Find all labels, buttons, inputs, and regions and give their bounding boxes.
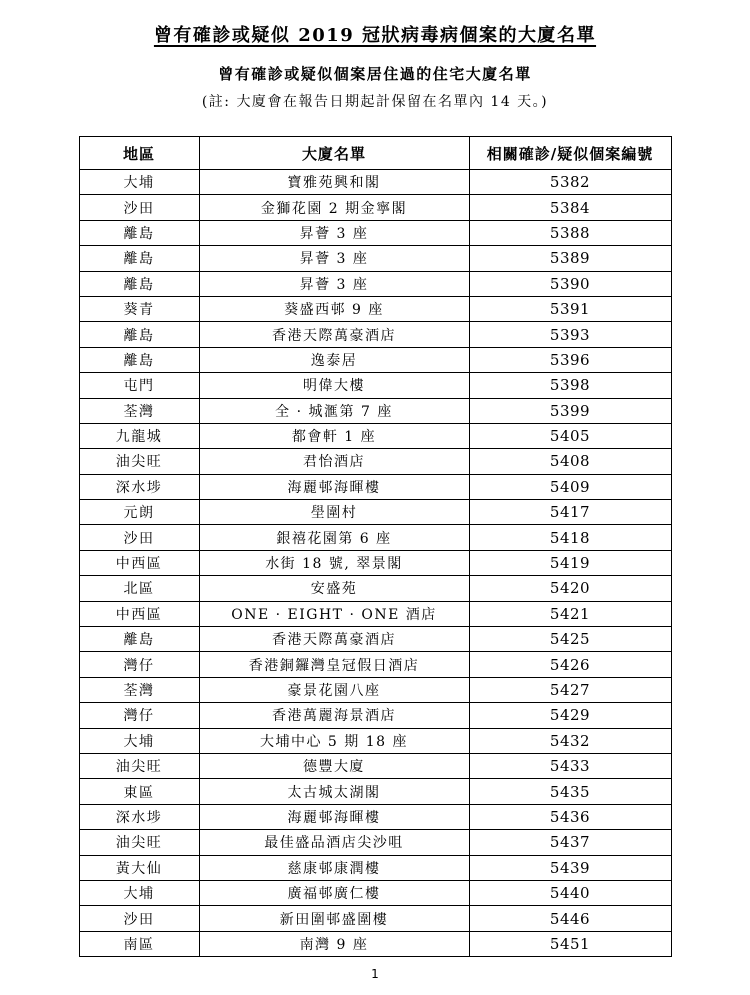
building-cell: 慈康邨康潤樓 bbox=[199, 855, 469, 880]
table-row bbox=[79, 931, 671, 956]
district-cell: 灣仔 bbox=[79, 703, 199, 728]
case-number-cell: 5389 bbox=[469, 246, 671, 271]
building-cell: 昇薈 3 座 bbox=[199, 271, 469, 296]
case-number-cell: 5451 bbox=[469, 931, 671, 956]
table-row bbox=[79, 753, 671, 778]
district-cell: 油尖旺 bbox=[79, 753, 199, 778]
district-cell: 沙田 bbox=[79, 906, 199, 931]
table-row bbox=[79, 398, 671, 423]
district-cell: 葵青 bbox=[79, 296, 199, 321]
district-cell: 大埔 bbox=[79, 170, 199, 195]
building-cell: 明偉大樓 bbox=[199, 373, 469, 398]
building-cell: 新田圍邨盛圍樓 bbox=[199, 906, 469, 931]
case-number-cell: 5427 bbox=[469, 677, 671, 702]
district-cell: 南區 bbox=[79, 931, 199, 956]
building-cell: ONE · EIGHT · ONE 酒店 bbox=[199, 601, 469, 626]
table-row bbox=[79, 601, 671, 626]
table-row bbox=[79, 652, 671, 677]
case-number-cell: 5429 bbox=[469, 703, 671, 728]
table-row bbox=[79, 804, 671, 829]
building-cell: 寶雅苑興和閣 bbox=[199, 170, 469, 195]
case-number-cell: 5408 bbox=[469, 449, 671, 474]
district-cell: 黃大仙 bbox=[79, 855, 199, 880]
building-cell: 壆圍村 bbox=[199, 500, 469, 525]
table-row bbox=[79, 627, 671, 652]
district-cell: 油尖旺 bbox=[79, 449, 199, 474]
building-cell: 都會軒 1 座 bbox=[199, 423, 469, 448]
building-cell: 海麗邨海暉樓 bbox=[199, 804, 469, 829]
building-list-table bbox=[79, 136, 672, 957]
table-row bbox=[79, 550, 671, 575]
table-row bbox=[79, 423, 671, 448]
case-number-cell: 5391 bbox=[469, 296, 671, 321]
table-row bbox=[79, 728, 671, 753]
case-number-cell: 5446 bbox=[469, 906, 671, 931]
district-column-header: 地區 bbox=[79, 137, 199, 170]
case-number-cell: 5425 bbox=[469, 627, 671, 652]
case-number-cell: 5436 bbox=[469, 804, 671, 829]
building-cell: 昇薈 3 座 bbox=[199, 246, 469, 271]
building-cell: 君怡酒店 bbox=[199, 449, 469, 474]
building-cell: 香港天際萬豪酒店 bbox=[199, 322, 469, 347]
district-cell: 荃灣 bbox=[79, 677, 199, 702]
district-cell: 深水埗 bbox=[79, 804, 199, 829]
table-row bbox=[79, 906, 671, 931]
building-cell: 金獅花園 2 期金寧閣 bbox=[199, 195, 469, 220]
district-cell: 深水埗 bbox=[79, 474, 199, 499]
case-number-cell: 5421 bbox=[469, 601, 671, 626]
building-cell: 香港天際萬豪酒店 bbox=[199, 627, 469, 652]
building-cell: 昇薈 3 座 bbox=[199, 220, 469, 245]
district-cell: 元朗 bbox=[79, 500, 199, 525]
table-header-row bbox=[79, 137, 671, 170]
table-row bbox=[79, 271, 671, 296]
district-cell: 沙田 bbox=[79, 195, 199, 220]
case-number-cell: 5409 bbox=[469, 474, 671, 499]
page-title: 曾有確診或疑似 2019 冠狀病毒病個案的大廈名單 bbox=[153, 25, 597, 46]
page-subtitle: 曾有確診或疑似個案居住過的住宅大廈名單 bbox=[218, 65, 532, 83]
district-cell: 九龍城 bbox=[79, 423, 199, 448]
district-cell: 屯門 bbox=[79, 373, 199, 398]
case-number-cell: 5437 bbox=[469, 830, 671, 855]
table-row bbox=[79, 195, 671, 220]
building-cell: 豪景花園八座 bbox=[199, 677, 469, 702]
table-row bbox=[79, 246, 671, 271]
district-cell: 離島 bbox=[79, 347, 199, 372]
case-number-cell: 5426 bbox=[469, 652, 671, 677]
building-cell: 香港銅鑼灣皇冠假日酒店 bbox=[199, 652, 469, 677]
building-cell: 南灣 9 座 bbox=[199, 931, 469, 956]
district-cell: 離島 bbox=[79, 322, 199, 347]
table-row bbox=[79, 830, 671, 855]
table-row bbox=[79, 703, 671, 728]
case-number-cell: 5398 bbox=[469, 373, 671, 398]
building-cell: 德豐大廈 bbox=[199, 753, 469, 778]
building-cell: 安盛苑 bbox=[199, 576, 469, 601]
district-cell: 離島 bbox=[79, 627, 199, 652]
table-row bbox=[79, 500, 671, 525]
district-cell: 中西區 bbox=[79, 550, 199, 575]
table-row bbox=[79, 880, 671, 905]
district-cell: 大埔 bbox=[79, 728, 199, 753]
case-number-column-header: 相關確診/疑似個案編號 bbox=[469, 137, 671, 170]
table-row bbox=[79, 525, 671, 550]
retention-note: (註: 大廈會在報告日期起計保留在名單內 14 天。) bbox=[201, 94, 549, 110]
table-row bbox=[79, 855, 671, 880]
district-cell: 大埔 bbox=[79, 880, 199, 905]
table-row bbox=[79, 449, 671, 474]
building-cell: 葵盛西邨 9 座 bbox=[199, 296, 469, 321]
case-number-cell: 5388 bbox=[469, 220, 671, 245]
page-number: 1 bbox=[371, 967, 379, 981]
building-column-header: 大廈名單 bbox=[199, 137, 469, 170]
building-cell: 廣福邨廣仁樓 bbox=[199, 880, 469, 905]
district-cell: 東區 bbox=[79, 779, 199, 804]
table-row bbox=[79, 373, 671, 398]
table-row bbox=[79, 322, 671, 347]
district-cell: 離島 bbox=[79, 271, 199, 296]
case-number-cell: 5433 bbox=[469, 753, 671, 778]
district-cell: 灣仔 bbox=[79, 652, 199, 677]
building-cell: 海麗邨海暉樓 bbox=[199, 474, 469, 499]
case-number-cell: 5440 bbox=[469, 880, 671, 905]
district-cell: 離島 bbox=[79, 220, 199, 245]
building-cell: 香港萬麗海景酒店 bbox=[199, 703, 469, 728]
case-number-cell: 5382 bbox=[469, 170, 671, 195]
district-cell: 北區 bbox=[79, 576, 199, 601]
building-cell: 全 · 城滙第 7 座 bbox=[199, 398, 469, 423]
case-number-cell: 5393 bbox=[469, 322, 671, 347]
district-cell: 沙田 bbox=[79, 525, 199, 550]
building-cell: 太古城太湖閣 bbox=[199, 779, 469, 804]
building-cell: 大埔中心 5 期 18 座 bbox=[199, 728, 469, 753]
table-row bbox=[79, 170, 671, 195]
table-row bbox=[79, 576, 671, 601]
building-cell: 銀禧花園第 6 座 bbox=[199, 525, 469, 550]
case-number-cell: 5417 bbox=[469, 500, 671, 525]
district-cell: 油尖旺 bbox=[79, 830, 199, 855]
table-row bbox=[79, 474, 671, 499]
table-row bbox=[79, 779, 671, 804]
district-cell: 離島 bbox=[79, 246, 199, 271]
building-cell: 逸泰居 bbox=[199, 347, 469, 372]
table-row bbox=[79, 296, 671, 321]
table-row bbox=[79, 347, 671, 372]
table-row bbox=[79, 220, 671, 245]
case-number-cell: 5390 bbox=[469, 271, 671, 296]
case-number-cell: 5405 bbox=[469, 423, 671, 448]
building-table-body bbox=[79, 170, 671, 957]
case-number-cell: 5419 bbox=[469, 550, 671, 575]
case-number-cell: 5418 bbox=[469, 525, 671, 550]
case-number-cell: 5384 bbox=[469, 195, 671, 220]
case-number-cell: 5439 bbox=[469, 855, 671, 880]
district-cell: 荃灣 bbox=[79, 398, 199, 423]
case-number-cell: 5399 bbox=[469, 398, 671, 423]
case-number-cell: 5396 bbox=[469, 347, 671, 372]
case-number-cell: 5420 bbox=[469, 576, 671, 601]
table-row bbox=[79, 677, 671, 702]
building-cell: 最佳盛品酒店尖沙咀 bbox=[199, 830, 469, 855]
case-number-cell: 5435 bbox=[469, 779, 671, 804]
building-cell: 水街 18 號, 翠景閣 bbox=[199, 550, 469, 575]
case-number-cell: 5432 bbox=[469, 728, 671, 753]
district-cell: 中西區 bbox=[79, 601, 199, 626]
